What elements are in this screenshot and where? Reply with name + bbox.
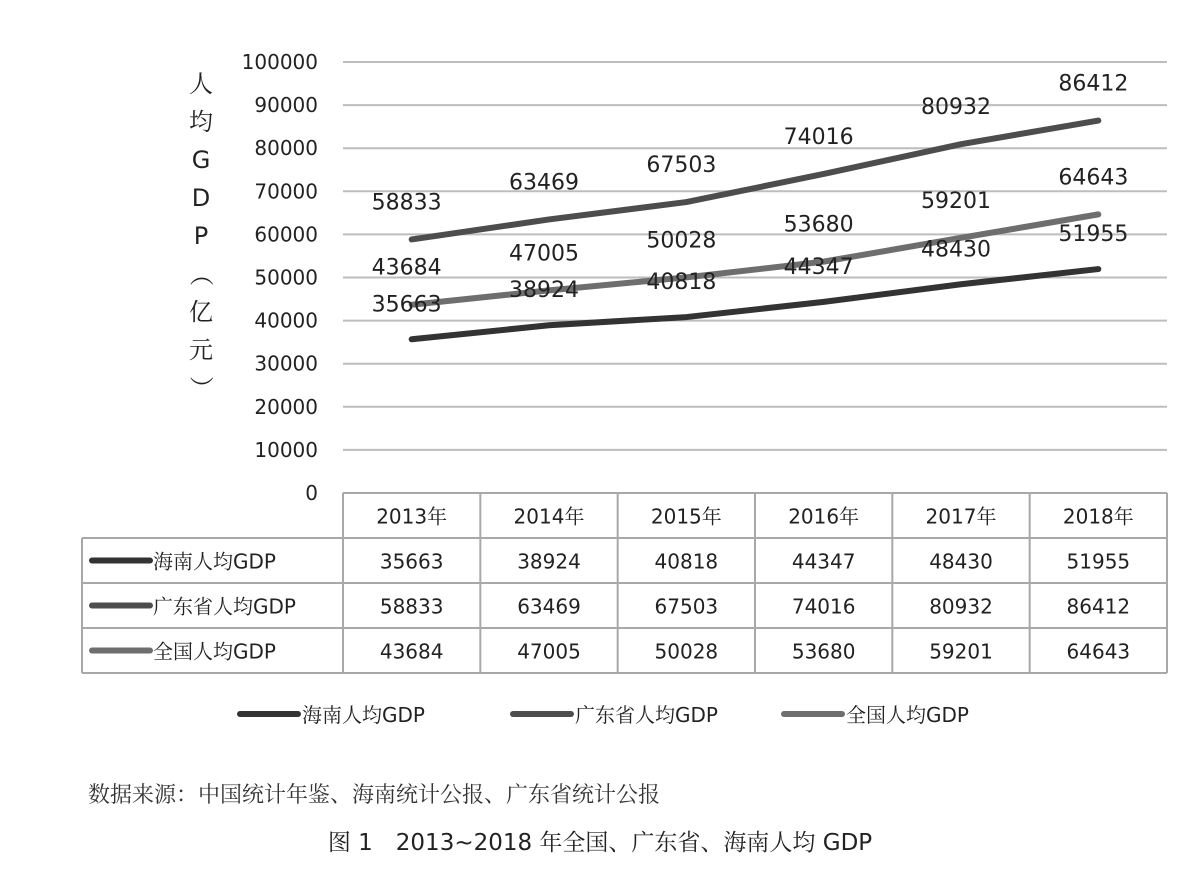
y-tick-label: 40000 — [254, 308, 318, 333]
table-cell: 80932 — [929, 594, 993, 619]
y-tick-label: 50000 — [254, 265, 318, 290]
data-label: 67503 — [646, 153, 717, 179]
data-label: 80932 — [921, 95, 991, 121]
table-cell: 43684 — [379, 639, 444, 664]
figure-caption: 图 1 2013~2018 年全国、广东省、海南人均 GDP — [327, 830, 873, 856]
table-cell: 53680 — [791, 639, 856, 664]
data-label: 64643 — [1058, 165, 1129, 191]
gridlines — [343, 62, 1167, 450]
data-label: 35663 — [371, 292, 442, 318]
y-tick-label: 20000 — [254, 394, 318, 419]
data-label: 86412 — [1058, 71, 1129, 97]
y-tick-label: 60000 — [254, 222, 318, 247]
table-cell: 64643 — [1066, 639, 1131, 664]
legend-label: 广东省人均GDP — [575, 703, 718, 727]
table-category: 2014年 — [513, 504, 585, 529]
y-axis-label-char: 人 — [189, 70, 213, 98]
y-axis-label-char: 均 — [189, 108, 213, 136]
y-tick-label: 30000 — [254, 351, 318, 376]
data-label: 63469 — [509, 170, 579, 196]
table-category: 2015年 — [650, 504, 722, 529]
table-cell: 35663 — [379, 549, 444, 574]
table-cell: 58833 — [379, 594, 444, 619]
table-cell: 74016 — [791, 594, 856, 619]
y-axis-label-char: 元 — [189, 336, 213, 364]
y-tick-label: 70000 — [254, 179, 318, 204]
table-series-name: 全国人均GDP — [153, 639, 276, 664]
table-series-name: 海南人均GDP — [153, 549, 276, 574]
y-axis-label-char: G — [191, 146, 211, 174]
data-label: 74016 — [783, 124, 854, 150]
data-label: 50028 — [646, 228, 717, 254]
table-cell: 44347 — [791, 549, 856, 574]
data-label: 53680 — [783, 212, 854, 238]
table-cell: 67503 — [654, 594, 719, 619]
y-axis-label-char: D — [191, 184, 211, 212]
table-category: 2017年 — [925, 504, 997, 529]
y-axis-label-char: 亿 — [189, 298, 213, 326]
y-axis-label — [187, 70, 215, 400]
y-axis-label-char: P — [193, 222, 209, 250]
series-lines — [412, 121, 1099, 340]
y-tick-label: 80000 — [254, 136, 318, 161]
table-cell: 38924 — [517, 549, 581, 574]
source-note: 数据来源：中国统计年鉴、海南统计公报、广东省统计公报 — [88, 783, 661, 808]
legend — [240, 703, 969, 727]
data-label: 44347 — [783, 254, 854, 280]
data-label: 43684 — [371, 255, 442, 281]
table-cell: 48430 — [929, 549, 993, 574]
table-cell: 86412 — [1066, 594, 1131, 619]
table-series-name: 广东省人均GDP — [153, 594, 296, 619]
y-tick-label: 0 — [305, 481, 318, 505]
data-label: 38924 — [509, 278, 579, 304]
table-category: 2018年 — [1062, 504, 1134, 529]
legend-label: 全国人均GDP — [846, 703, 969, 727]
y-tick-labels — [242, 50, 318, 505]
table-category: 2016年 — [788, 504, 860, 529]
y-axis-label-char: ） — [187, 376, 215, 400]
table-cell: 51955 — [1066, 549, 1131, 574]
y-tick-label: 10000 — [254, 437, 318, 462]
data-label: 59201 — [921, 188, 991, 214]
legend-label: 海南人均GDP — [302, 703, 425, 727]
data-label: 48430 — [921, 237, 991, 263]
y-tick-label: 90000 — [254, 93, 318, 118]
data-label: 51955 — [1058, 222, 1129, 248]
table-cell: 59201 — [929, 639, 993, 664]
data-label: 40818 — [646, 270, 717, 296]
table-cell: 40818 — [654, 549, 719, 574]
data-table — [82, 493, 1167, 673]
data-label: 58833 — [371, 190, 442, 216]
table-cell: 63469 — [517, 594, 581, 619]
y-axis-label-char: （ — [187, 262, 215, 286]
y-tick-label: 100000 — [241, 50, 318, 74]
table-cell: 47005 — [517, 639, 581, 664]
table-category: 2013年 — [376, 504, 448, 529]
table-cell: 50028 — [654, 639, 719, 664]
data-label: 47005 — [509, 241, 579, 267]
